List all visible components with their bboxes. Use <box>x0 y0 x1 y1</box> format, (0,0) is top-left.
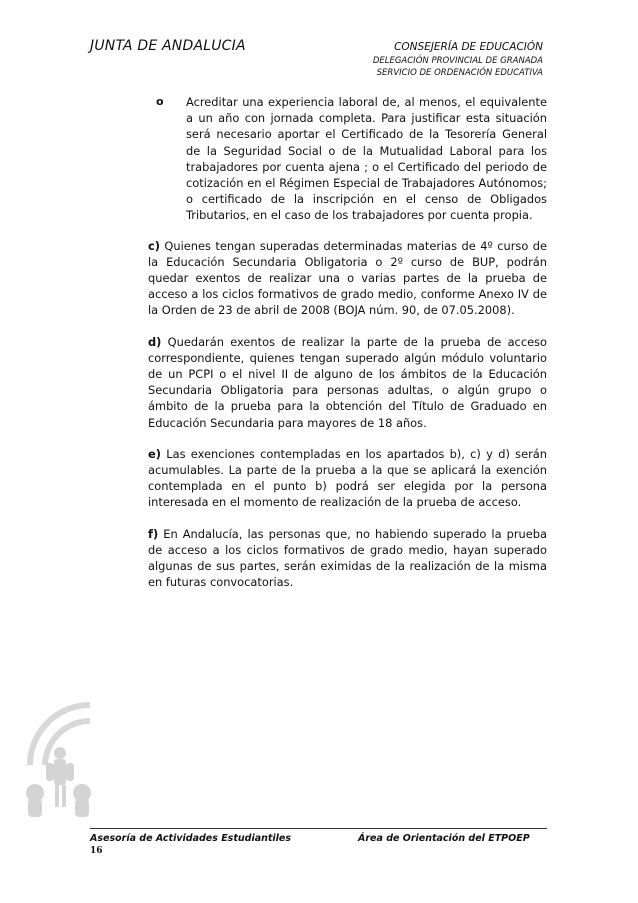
header-right-block <box>373 41 543 78</box>
header-left-title: JUNTA DE ANDALUCIA <box>90 38 246 54</box>
paragraph-label: f) <box>148 526 159 541</box>
header-servicio: SERVICIO DE ORDENACIÓN EDUCATIVA <box>376 68 543 78</box>
header-delegacion: DELEGACIÓN PROVINCIAL DE GRANADA <box>372 56 543 66</box>
paragraph-d <box>148 334 547 431</box>
paragraph-label: e) <box>148 446 161 461</box>
paragraph-c <box>148 238 547 319</box>
page-number: 16 <box>90 846 103 856</box>
header-consejeria: CONSEJERÍA DE EDUCACIÓN <box>394 41 543 53</box>
footer-divider <box>90 828 547 829</box>
bullet-item <box>148 94 547 224</box>
footer-right-text: Área de Orientación del ETPOEP <box>358 833 530 844</box>
paragraph-text: Quedarán exentos de realizar la parte de la prueba de acceso correspondiente, quienes tengan superado algún módulo voluntario de un PCPI o el nivel II de alguno de los ámbitos de la Educación Secundaria Obligatoria para personas adultas, o algún grupo o ámbito de la prueba para la obtención del Título de Graduado en Educación Secundaria para mayores de 18 años. <box>148 334 547 430</box>
junta-andalucia-emblem-icon <box>20 695 95 825</box>
bullet-text: Acreditar una experiencia laboral de, al menos, el equivalente a un año con jornada completa. Para justificar esta situación será necesario aportar el Certificado de la Tesorería General de la Seguridad Social o de la Mutualidad Laboral para los trabajadores por cuenta ajena ; o el Certificado del periodo de cotización en el Régimen Especial de Trabajadores Autónomos; o certificado de la inscripción en el censo de Obligados Tributarios, en el caso de los trabajadores por cuenta propia. <box>186 95 547 223</box>
document-body <box>148 94 547 605</box>
footer-left-text: Asesoría de Actividades Estudiantiles <box>90 833 292 844</box>
paragraph-label: d) <box>148 334 162 349</box>
paragraph-text: Quienes tengan superadas determinadas materias de 4º curso de la Educación Secundaria Obligatoria o 2º curso de BUP, podrán quedar exentos de realizar una o varias partes de la prueba de acceso a los ciclos formativos de grado medio, conforme Anexo IV de la Orden de 23 de abril de 2008 (BOJA núm. 90, de 07.05.2008). <box>148 238 547 318</box>
paragraph-e <box>148 446 547 511</box>
paragraph-text: En Andalucía, las personas que, no habiendo superado la prueba de acceso a los ciclos formativos de grado medio, hayan superado algunas de sus partes, serán eximidas de la realización de la misma en futuras convocatorias. <box>148 526 547 590</box>
paragraph-f <box>148 526 547 591</box>
paragraph-label: c) <box>148 238 160 253</box>
paragraph-text: Las exenciones contempladas en los apartados b), c) y d) serán acumulables. La parte de la prueba a la que se aplicará la exención contemplada en el punto b) podrá ser elegida por la persona interesada en el momento de realización de la prueba de acceso. <box>148 446 548 510</box>
bullet-mark: o <box>156 95 164 108</box>
